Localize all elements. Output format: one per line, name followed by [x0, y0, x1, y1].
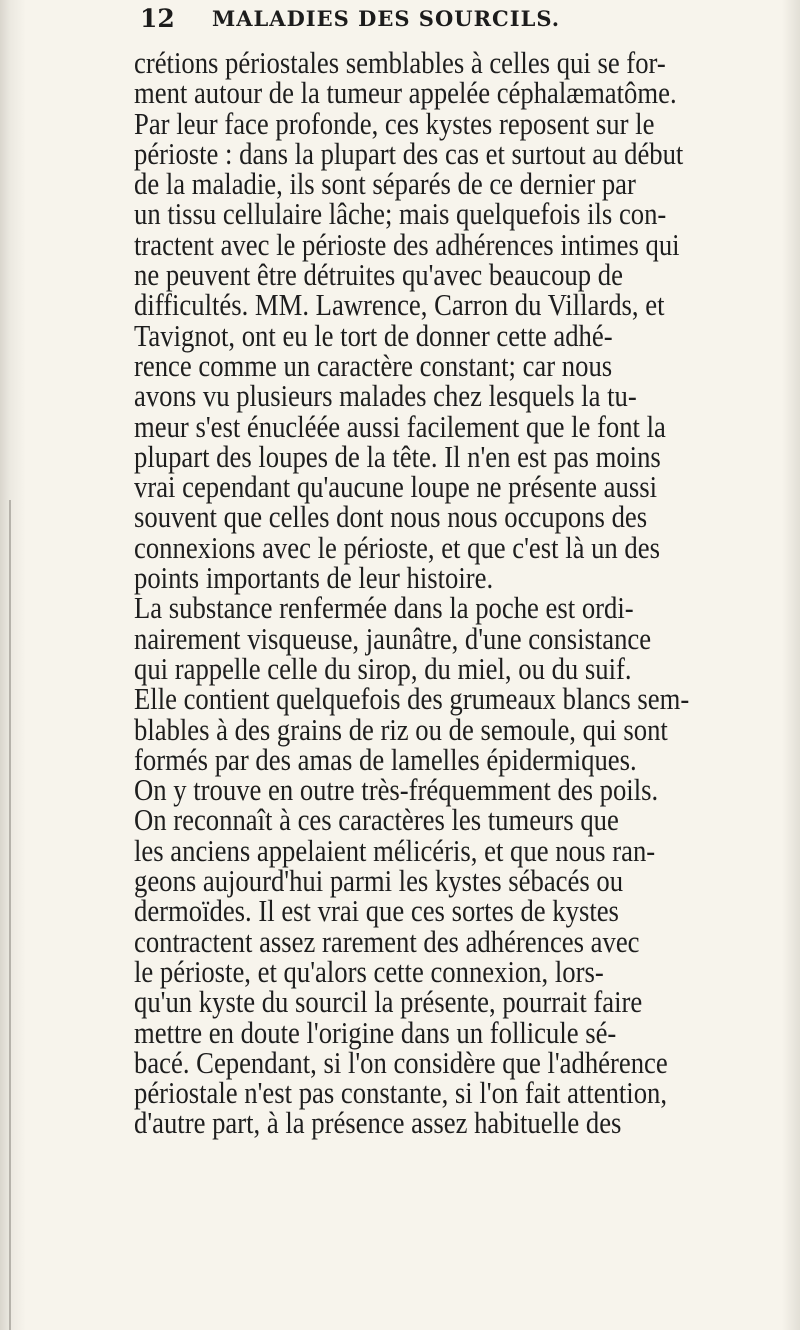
text-line: périostale n'est pas constante, si l'on fait attention, — [134, 1075, 668, 1111]
text-line: rence comme un caractère constant; car nous — [134, 347, 613, 383]
text-line: Par leur face profonde, ces kystes reposent sur le — [134, 105, 655, 141]
text-line: plupart des loupes de la tête. Il n'en est pas moins — [134, 438, 661, 474]
text-line: contractent assez rarement des adhérences avec — [134, 923, 640, 959]
text-line: Elle contient quelquefois des grumeaux blancs sem- — [134, 681, 690, 717]
text-line: d'autre part, à la présence assez habituelle des — [134, 1105, 622, 1141]
body-text — [134, 45, 698, 1141]
page-number: 12 — [140, 4, 175, 33]
text-line: dermoïdes. Il est vrai que ces sortes de kystes — [134, 893, 619, 929]
text-line: meur s'est énucléée aussi facilement que le font la — [134, 408, 666, 444]
text-line: On reconnaît à ces caractères les tumeurs que — [134, 802, 619, 838]
text-line: connexions avec le périoste, et que c'est là un des — [134, 529, 660, 565]
text-line: souvent que celles dont nous nous occupons des — [134, 499, 648, 535]
text-line: nairement visqueuse, jaunâtre, d'une consistance — [134, 620, 652, 656]
text-line: les anciens appelaient mélicéris, et que nous ran- — [134, 832, 656, 868]
binding-line — [9, 500, 11, 1330]
text-line: un tissu cellulaire lâche; mais quelquefois ils con- — [134, 196, 667, 232]
text-line: On y trouve en outre très-fréquemment des poils. — [134, 772, 659, 808]
text-line: tractent avec le périoste des adhérences intimes qui — [134, 226, 680, 262]
text-line: le périoste, et qu'alors cette connexion, lors- — [134, 953, 604, 989]
text-line: blables à des grains de riz ou de semoule, qui sont — [134, 711, 668, 747]
text-line: ne peuvent être détruites qu'avec beaucoup de — [134, 257, 623, 293]
text-line: geons aujourd'hui parmi les kystes sébacés ou — [134, 863, 624, 899]
text-line: difficultés. MM. Lawrence, Carron du Villards, et — [134, 287, 665, 323]
text-line: qu'un kyste du sourcil la présente, pourrait faire — [134, 984, 643, 1020]
text-line: bacé. Cependant, si l'on considère que l'adhérence — [134, 1044, 668, 1080]
text-line: périoste : dans la plupart des cas et surtout au début — [134, 135, 684, 171]
text-line: vrai cependant qu'aucune loupe ne présente aussi — [134, 469, 657, 505]
text-line: mettre en doute l'origine dans un follicule sé- — [134, 1014, 617, 1050]
text-line: Tavignot, ont eu le tort de donner cette adhé- — [134, 317, 613, 353]
text-line: avons vu plusieurs malades chez lesquels la tu- — [134, 378, 637, 414]
text-line: La substance renfermée dans la poche est ordi- — [134, 590, 634, 626]
text-line: ment autour de la tumeur appelée céphalæmatôme. — [134, 75, 677, 111]
text-line: de la maladie, ils sont séparés de ce dernier par — [134, 166, 636, 202]
page-header — [128, 4, 768, 40]
text-line: points importants de leur histoire. — [134, 560, 494, 596]
text-line: qui rappelle celle du sirop, du miel, ou du suif. — [134, 650, 632, 686]
page-gutter-shadow — [0, 0, 26, 1330]
text-line: crétions périostales semblables à celles qui se for- — [134, 45, 666, 80]
page-edge-shadow — [782, 0, 800, 1330]
running-title: MALADIES DES SOURCILS. — [212, 6, 561, 31]
text-line: formés par des amas de lamelles épidermiques. — [134, 741, 637, 777]
